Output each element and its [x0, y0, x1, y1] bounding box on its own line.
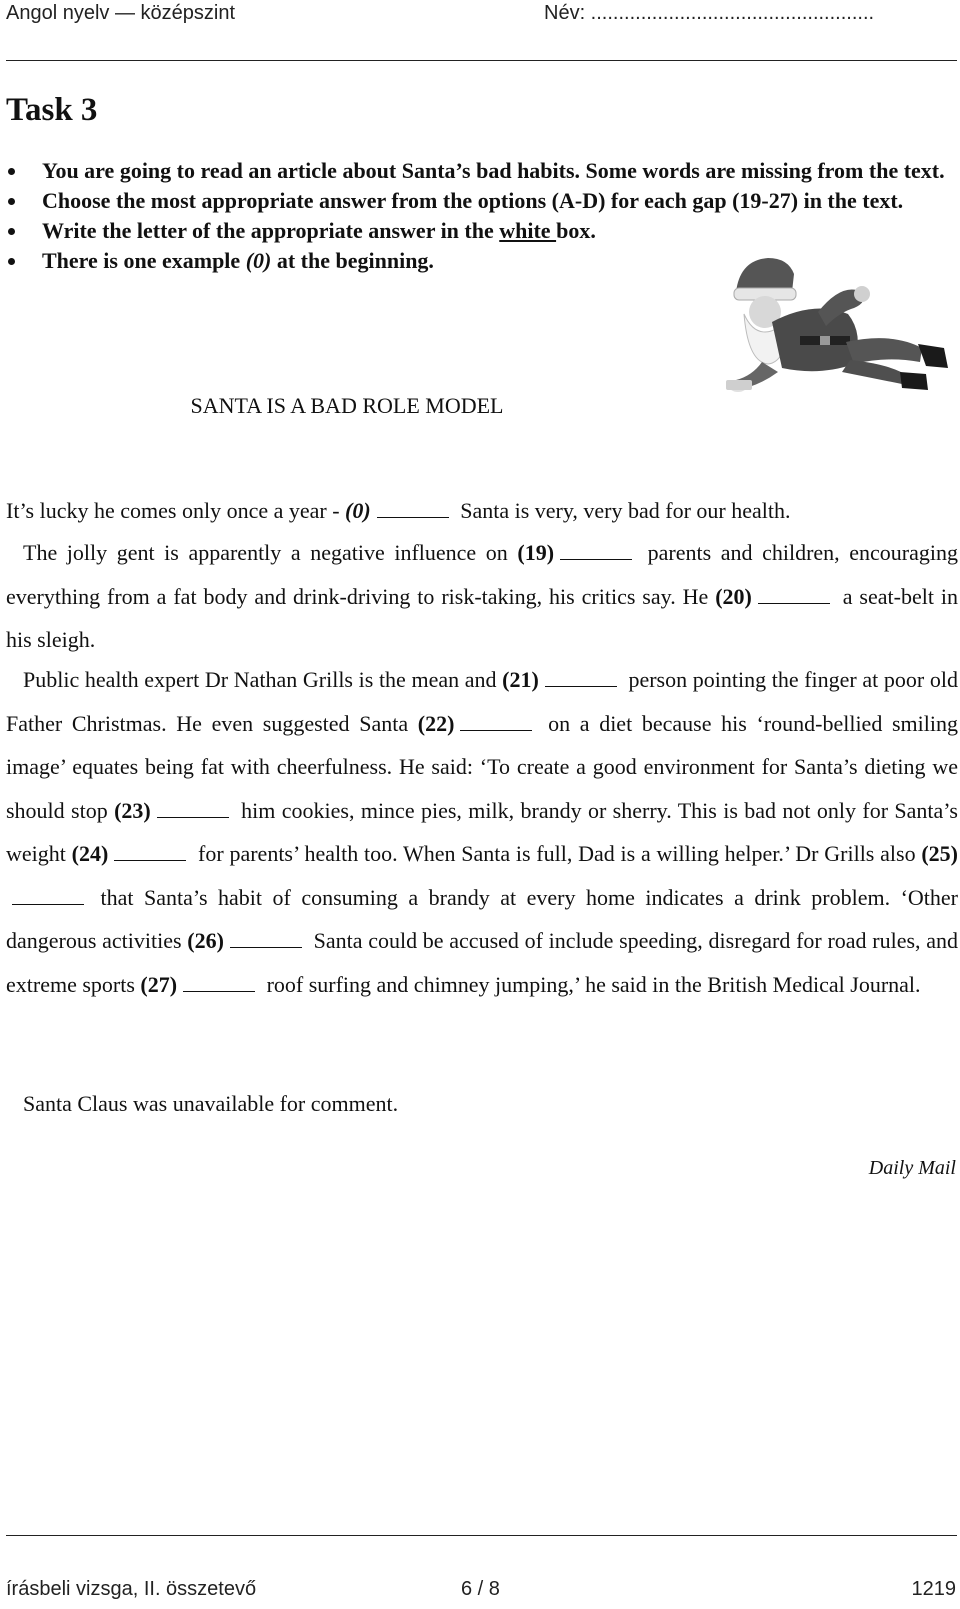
article-source: Daily Mail [868, 1157, 956, 1179]
answer-gap-23 [157, 801, 229, 818]
footer-rule [6, 1535, 957, 1536]
answer-gap-20 [758, 587, 830, 604]
footer-exam-part: írásbeli vizsga, II. összetevő [6, 1578, 257, 1600]
article-paragraph-4: Santa Claus was unavailable for comment. [23, 1091, 399, 1116]
answer-gap-24 [114, 844, 186, 861]
answer-gap-26 [230, 931, 302, 948]
answer-gap-25 [12, 888, 84, 905]
santa-photo [722, 252, 954, 394]
gap-label-22: (22) [417, 710, 455, 736]
gap-label-26: (26) [187, 928, 224, 953]
gap-label-24: (24) [71, 841, 109, 866]
gap-label-0: (0) [345, 498, 371, 523]
answer-gap-27 [183, 975, 255, 992]
instruction-item: There is one example (0) at the beginning. [6, 246, 958, 276]
gap-label-23: (23) [114, 797, 151, 823]
answer-gap-0 [377, 501, 449, 518]
instruction-item: Write the letter of the appropriate answer in the white box. [6, 216, 958, 246]
gap-label-25: (25) [921, 841, 958, 866]
instruction-item: Choose the most appropriate answer from the options (A-D) for each gap (19-27) in the text. [6, 186, 958, 216]
gap-label-27: (27) [140, 971, 178, 997]
instruction-item: You are going to read an article about Santa’s bad habits. Some words are missing from the text. [6, 156, 958, 186]
article-title: SANTA IS A BAD ROLE MODEL [190, 393, 504, 418]
footer-exam-code: 1219 [911, 1578, 956, 1600]
answer-gap-22 [460, 714, 532, 731]
header-subject: Angol nyelv — középszint [6, 2, 236, 24]
gap-label-21: (21) [502, 667, 539, 692]
footer-page-number: 6 / 8 [461, 1578, 500, 1600]
gap-label-20: (20) [715, 583, 752, 609]
answer-gap-19 [560, 543, 632, 560]
page-footer [6, 1578, 956, 1608]
article-paragraph-3: Public health expert Dr Nathan Grills is the mean and (21) person pointing the finger at poor old Father Christmas. He even suggested Santa (22) on a diet because his ‘round-bellied smiling image’ equates being fat with cheerfulness. He said: ‘To create a good environment for Santa’s dieting we should stop (23) him cookies, mince pies, milk, brandy or sherry. This is bad not only for Santa’s weight (24) for parents’ health too. When Santa is full, Dad is a willing helper.’ Dr Grills also (25) that Santa’s habit of consuming a brandy at every home indicates a drink problem. ‘Other dangerous activities (26) Santa could be accused of include speeding, disregard for road rules, and extreme sports (27) roof surfing and chimney jumping,’ he said in the British Medical Journal. [6, 667, 958, 997]
article-paragraph-1: It’s lucky he comes only once a year - (0) Santa is very, very bad for our health. [6, 498, 791, 523]
task-title: Task 3 [6, 92, 98, 128]
page-header [6, 2, 932, 32]
header-rule [6, 60, 957, 61]
gap-label-19: (19) [517, 540, 555, 565]
answer-gap-21 [545, 670, 617, 687]
header-name-field: Név: ................................................... [544, 2, 875, 24]
article-paragraph-2: The jolly gent is apparently a negative influence on (19) parents and children, encouraging everything from a fat body and drink-driving to risk-taking, his critics say. He (20) a seat-belt in his sleigh. [6, 540, 958, 652]
